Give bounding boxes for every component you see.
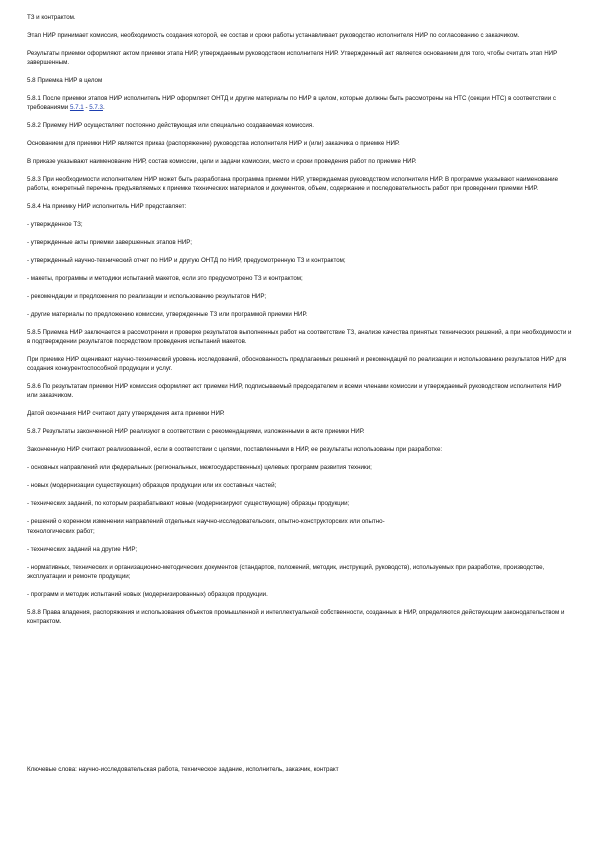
paragraph: Датой окончания НИР считают дату утверждения акта приемки НИР. [27, 410, 225, 417]
paragraph: - основных направлений или федеральных (региональных, межгосударственных) целевых программ развития техники; [27, 464, 372, 471]
paragraph: Этап НИР принимает комиссия, необходимость создания которой, ее состав и сроки работы устанавливает руководство исполнителя НИР по согласованию с заказчиком. [27, 32, 520, 39]
paragraph-text: . [102, 104, 105, 111]
paragraph: ТЗ и контрактом. [27, 14, 76, 21]
paragraph: 5.8.3 При необходимости исполнителем НИР может быть разработана программа приемки НИР, утверждаемая руководством исполнителя НИР. В программе указывают наименование работы, конкретный перечень предъявляемых к приемке технических материалов и документов, объем, содержание и последовательность работ при проведении приемки НИР. [27, 176, 559, 192]
paragraph: 5.8.8 Права владения, распоряжения и использования объектов промышленной и интеллектуальной собственности, созданных в НИР, определяются действующим законодательством и контрактом. [27, 609, 565, 625]
paragraph-text: 5.8.1 После приемки этапов НИР исполнитель НИР оформляет ОНТД и другие материалы по НИР в целом, которые должны быть рассмотрены на НТС (секции НТС) в соответствии с требованиями [27, 95, 557, 111]
paragraph: 5.8 Приемка НИР в целом [27, 77, 103, 84]
section-link-5-7-3[interactable]: 5.7.3 [89, 104, 103, 111]
paragraph: Основанием для приемки НИР является приказ (распоряжение) руководства исполнителя НИР и (или) заказчика о приемке НИР. [27, 140, 400, 147]
paragraph: - технических заданий, по которым разрабатывают новые (модернизируют существующие) образцы продукции; [27, 500, 350, 507]
paragraph: - утвержденные акты приемки завершенных этапов НИР; [27, 239, 193, 246]
section-link-5-7-1[interactable]: 5.7.1 [69, 104, 84, 111]
paragraph: В приказе указывают наименование НИР, состав комиссии, цели и задачи комиссии, место и сроки проведения работ по приемке НИР. [27, 158, 417, 165]
paragraph: 5.8.2 Приемку НИР осуществляет постоянно действующая или специально создаваемая комиссия. [27, 122, 314, 129]
paragraph: - технических заданий на другие НИР; [27, 546, 138, 553]
paragraph: 5.8.6 По результатам приемки НИР комиссия оформляет акт приемки НИР, подписываемый председателем и всеми членами комиссии и утверждаемый руководством исполнителя НИР или заказчиком. [27, 383, 562, 399]
paragraph: 5.8.7 Результаты законченной НИР реализуют в соответствии с рекомендациями, изложенными в акте приемки НИР. [27, 428, 365, 435]
paragraph: - утвержденное ТЗ; [27, 221, 83, 228]
document-body [27, 13, 572, 773]
paragraph: 5.8.4 На приемку НИР исполнитель НИР представляет: [27, 203, 187, 210]
paragraph: технологических работ; [27, 528, 95, 535]
paragraph: - нормативных, технических и организационно-методических документов (стандартов, положений, методик, инструкций, руководств), используемых при разработке, производстве, эксплуатации и ремонте продукции; [27, 564, 545, 580]
paragraph [27, 94, 572, 112]
paragraph: Законченную НИР считают реализованной, если в соответствии с целями, поставленными в НИР, ее результаты использованы при разработке: [27, 446, 443, 453]
paragraph: - макеты, программы и методики испытаний макетов, если это предусмотрено ТЗ и контрактом; [27, 275, 303, 282]
paragraph: - другие материалы по предложению комиссии, утвержденные ТЗ или программой приемки НИР. [27, 311, 308, 318]
paragraph-text: - [83, 104, 90, 111]
paragraph: - рекомендации и предложения по реализации и использованию результатов НИР; [27, 293, 267, 300]
keywords-line: Ключевые слова: научно-исследовательская работа, техническое задание, исполнитель, заказчик, контракт [27, 766, 339, 773]
paragraph: При приемке НИР оценивают научно-технический уровень исследований, обоснованность предлагаемых решений и рекомендаций по реализации и использованию результатов НИР для создания конкурентоспособной продукции и услуг. [27, 356, 567, 372]
paragraph: - утвержденный научно-технический отчет по НИР и другую ОНТД по НИР, предусмотренную ТЗ и контрактом; [27, 257, 346, 264]
paragraph: - новых (модернизации существующих) образцов продукции или их составных частей; [27, 482, 277, 489]
paragraph: 5.8.5 Приемка НИР заключается в рассмотрении и проверке результатов выполненных работ на соответствие ТЗ, анализе качества принятых технических решений, а при необходимости и в подтверждении результатов посредством проведения испытаний макетов. [27, 329, 572, 345]
paragraph: - решений о коренном изменении направлений отдельных научно-исследовательских, опытно-конструкторских или опытно- [27, 518, 385, 525]
paragraph: Результаты приемки оформляют актом приемки этапа НИР, утверждаемым руководством исполнителя НИР. Утвержденный акт является основанием для того, чтобы считать этап НИР завершенным. [27, 50, 558, 66]
paragraph: - программ и методик испытаний новых (модернизированных) образцов продукции. [27, 591, 268, 598]
